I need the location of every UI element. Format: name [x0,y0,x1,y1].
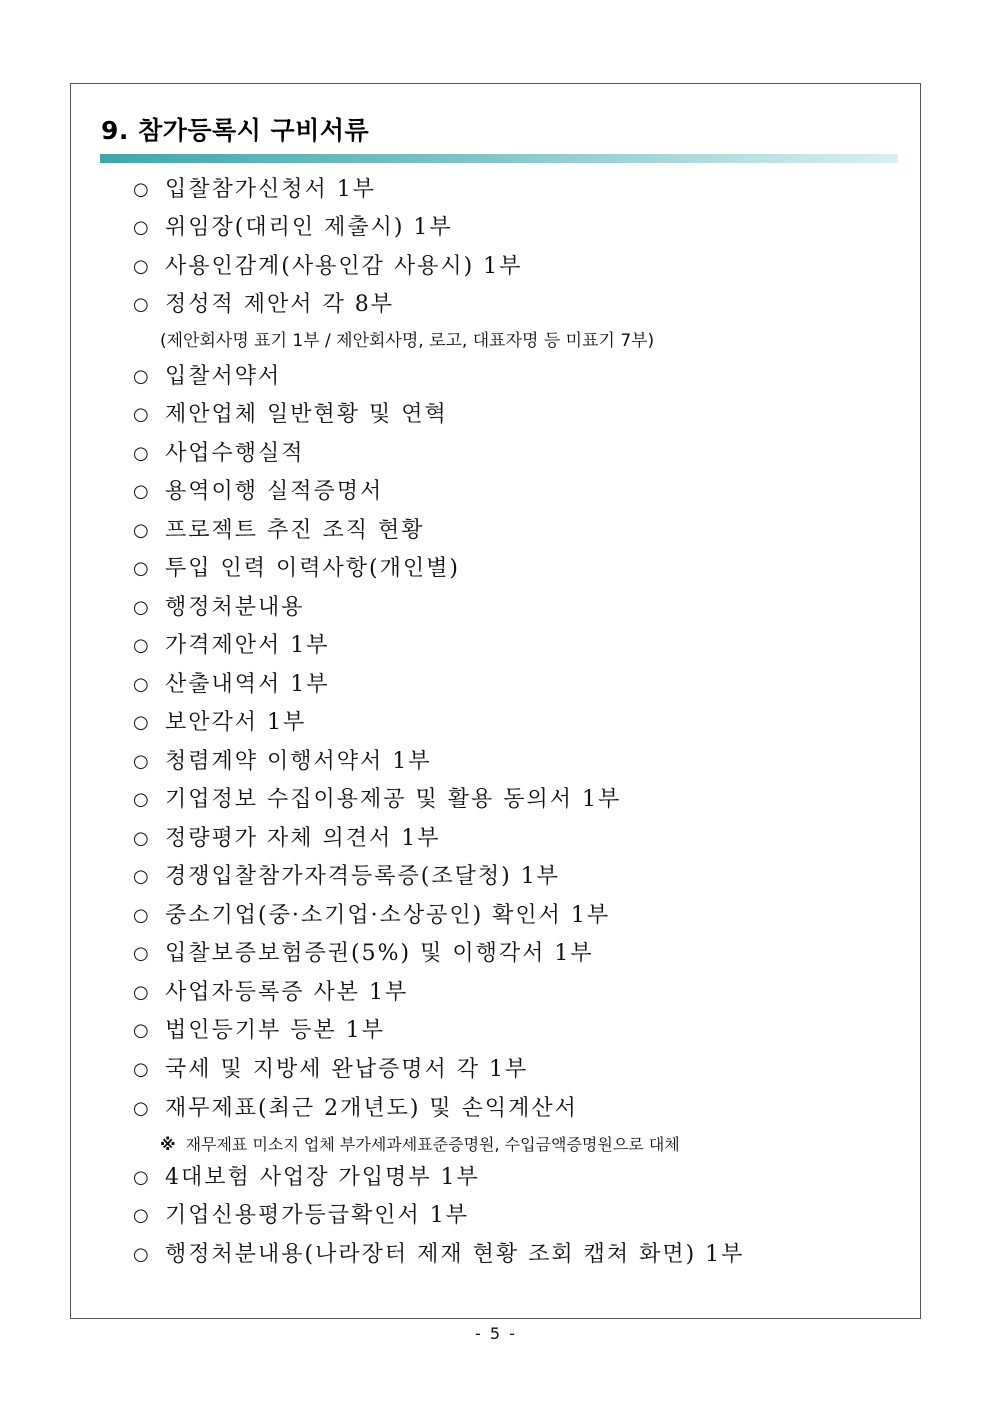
list-item: ○ 사용인감계(사용인감 사용시) 1부 [133,252,522,282]
list-item: ○ 프로젝트 추진 조직 현황 [133,516,425,546]
bullet-icon: ○ [133,712,151,733]
list-item: ○ 정성적 제안서 각 8부 [133,290,394,320]
bullet-icon: ○ [133,520,151,541]
bullet-icon: ○ [133,866,151,887]
list-item: ○ 사업수행실적 [133,439,305,469]
bullet-icon: ○ [133,217,151,238]
list-item: ○ 가격제안서 1부 [133,631,330,661]
bullet-icon: ○ [133,1244,151,1265]
bullet-icon: ○ [133,481,151,502]
bullet-icon: ○ [133,294,151,315]
list-item: ○ 산출내역서 1부 [133,670,330,700]
list-item: ○ 행정처분내용 [133,593,305,623]
proposal-note: (제안회사명 표기 1부 / 제안회사명, 로고, 대표자명 등 미표기 7부) [160,331,655,351]
bullet-icon: ○ [133,751,151,772]
bullet-icon: ○ [133,1020,151,1041]
bullet-icon: ○ [133,1098,151,1119]
bullet-icon: ○ [133,1059,151,1080]
bullet-icon: ○ [133,366,151,387]
list-item: ○ 보안각서 1부 [133,708,306,738]
list-item: ○ 재무제표(최근 2개년도) 및 손익계산서 [133,1094,578,1124]
list-item: ○ 입찰서약서 [133,362,281,392]
bullet-icon: ○ [133,597,151,618]
bullet-icon: ○ [133,558,151,579]
list-item: ○ 입찰참가신청서 1부 [133,175,376,205]
bullet-icon: ○ [133,179,151,200]
list-item: ○ 행정처분내용(나라장터 제재 현황 조회 캡쳐 화면) 1부 [133,1240,744,1270]
list-item: ○ 중소기업(중·소기업·소상공인) 확인서 1부 [133,901,610,931]
bullet-icon: ○ [133,1205,151,1226]
section-title: 9. 참가등록시 구비서류 [101,116,370,145]
title-underline-bar [100,154,898,163]
bullet-icon: ○ [133,256,151,277]
bullet-icon: ○ [133,905,151,926]
list-item: ○ 정량평가 자체 의견서 1부 [133,824,441,854]
list-item: ○ 입찰보증보험증권(5%) 및 이행각서 1부 [133,939,594,969]
bullet-icon: ○ [133,789,151,810]
bullet-icon: ○ [133,635,151,656]
list-item: ○ 투입 인력 이력사항(개인별) [133,554,460,584]
list-item: ○ 청렴계약 이행서약서 1부 [133,747,432,777]
list-item: ○ 사업자등록증 사본 1부 [133,978,408,1008]
bullet-icon: ○ [133,828,151,849]
bullet-icon: ○ [133,943,151,964]
financial-note: ※ 재무제표 미소지 업체 부가세과세표준증명원, 수입금액증명원으로 대체 [160,1135,680,1154]
reference-mark-icon: ※ [160,1135,176,1154]
list-item: ○ 국세 및 지방세 완납증명서 각 1부 [133,1055,528,1085]
list-item: ○ 기업정보 수집이용제공 및 활용 동의서 1부 [133,785,621,815]
list-item: ○ 경쟁입찰참가자격등록증(조달청) 1부 [133,862,560,892]
list-item: ○ 법인등기부 등본 1부 [133,1016,385,1046]
list-item: ○ 기업신용평가등급확인서 1부 [133,1201,469,1231]
list-item: ○ 위임장(대리인 제출시) 1부 [133,213,453,243]
list-item: ○ 용역이행 실적증명서 [133,477,383,507]
bullet-icon: ○ [133,674,151,695]
list-item: ○ 제안업체 일반현황 및 연혁 [133,400,448,430]
bullet-icon: ○ [133,982,151,1003]
bullet-icon: ○ [133,404,151,425]
page-number: - 5 - [475,1324,517,1343]
bullet-icon: ○ [133,443,151,464]
bullet-icon: ○ [133,1167,151,1188]
list-item: ○ 4대보험 사업장 가입명부 1부 [133,1163,480,1193]
